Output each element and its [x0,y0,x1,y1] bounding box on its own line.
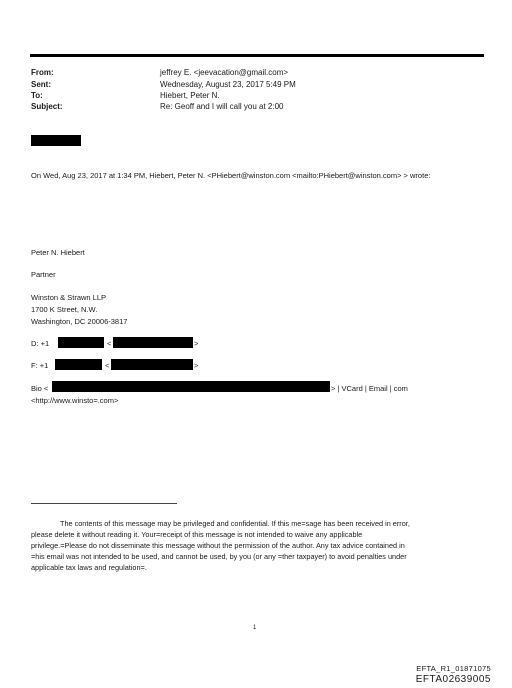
bio-links: > | VCard | Email | com [331,384,408,393]
to-value: Hiebert, Peter N. [160,91,220,100]
signature-firm: Winston & Strawn LLP [31,293,107,302]
signature-name: Peter N. Hiebert [31,248,85,257]
redaction-block [31,135,81,146]
sent-value: Wednesday, August 23, 2017 5:49 PM [160,80,296,89]
bates-number: EFTA_R1_01871075 [416,664,491,673]
disclaimer [31,518,471,573]
disclaimer-line: =his email was not intended to be used, and cannot be used, by you (or any =ther taxpayer) to avoid penalties under [31,552,407,561]
redaction-block [113,337,193,348]
quote-intro: On Wed, Aug 23, 2017 at 1:34 PM, Hiebert, Peter N. <PHiebert@winston.com <mailto:PHiebert@winston.com> > wrote: [31,171,431,180]
redaction-block [58,337,104,348]
sent-label: Sent: [31,80,51,89]
disclaimer-line: applicable tax laws and regulation=. [31,563,147,572]
bio-prefix: Bio < [31,384,49,393]
website-link: <http://www.winsto=.com> [31,396,119,405]
redaction-block [55,359,102,370]
angle-open: < [105,361,110,370]
angle-open: < [107,339,112,348]
disclaimer-rule [31,503,177,504]
disclaimer-line: The contents of this message may be privileged and confidential. If this me=sage has been received in error, [60,519,410,528]
bates-number-secondary: EFTA02639005 [415,674,491,685]
header-rule [30,54,484,57]
to-label: To: [31,91,43,100]
redaction-block [111,359,193,370]
angle-close: > [194,361,199,370]
angle-close: > [194,339,199,348]
page-number: 1 [253,625,257,631]
signature-title: Partner [31,270,56,279]
disclaimer-line: please delete it without reading it. Your=receipt of this message is not intended to waive any applicable [31,530,363,539]
direct-phone-prefix: D: +1 [31,339,50,348]
subject-label: Subject: [31,102,63,111]
signature-street: 1700 K Street, N.W. [31,305,98,314]
from-label: From: [31,68,54,77]
fax-prefix: F: +1 [31,361,49,370]
subject-value: Re: Geoff and I will call you at 2:00 [160,102,284,111]
signature-city: Washington, DC 20006-3817 [31,317,128,326]
disclaimer-line: privilege.=Please do not disseminate this message without the permission of the author. Any tax advice contained in [31,541,405,550]
from-value: jeffrey E. <jeevacation@gmail.com> [160,68,289,77]
redaction-block [52,381,330,392]
